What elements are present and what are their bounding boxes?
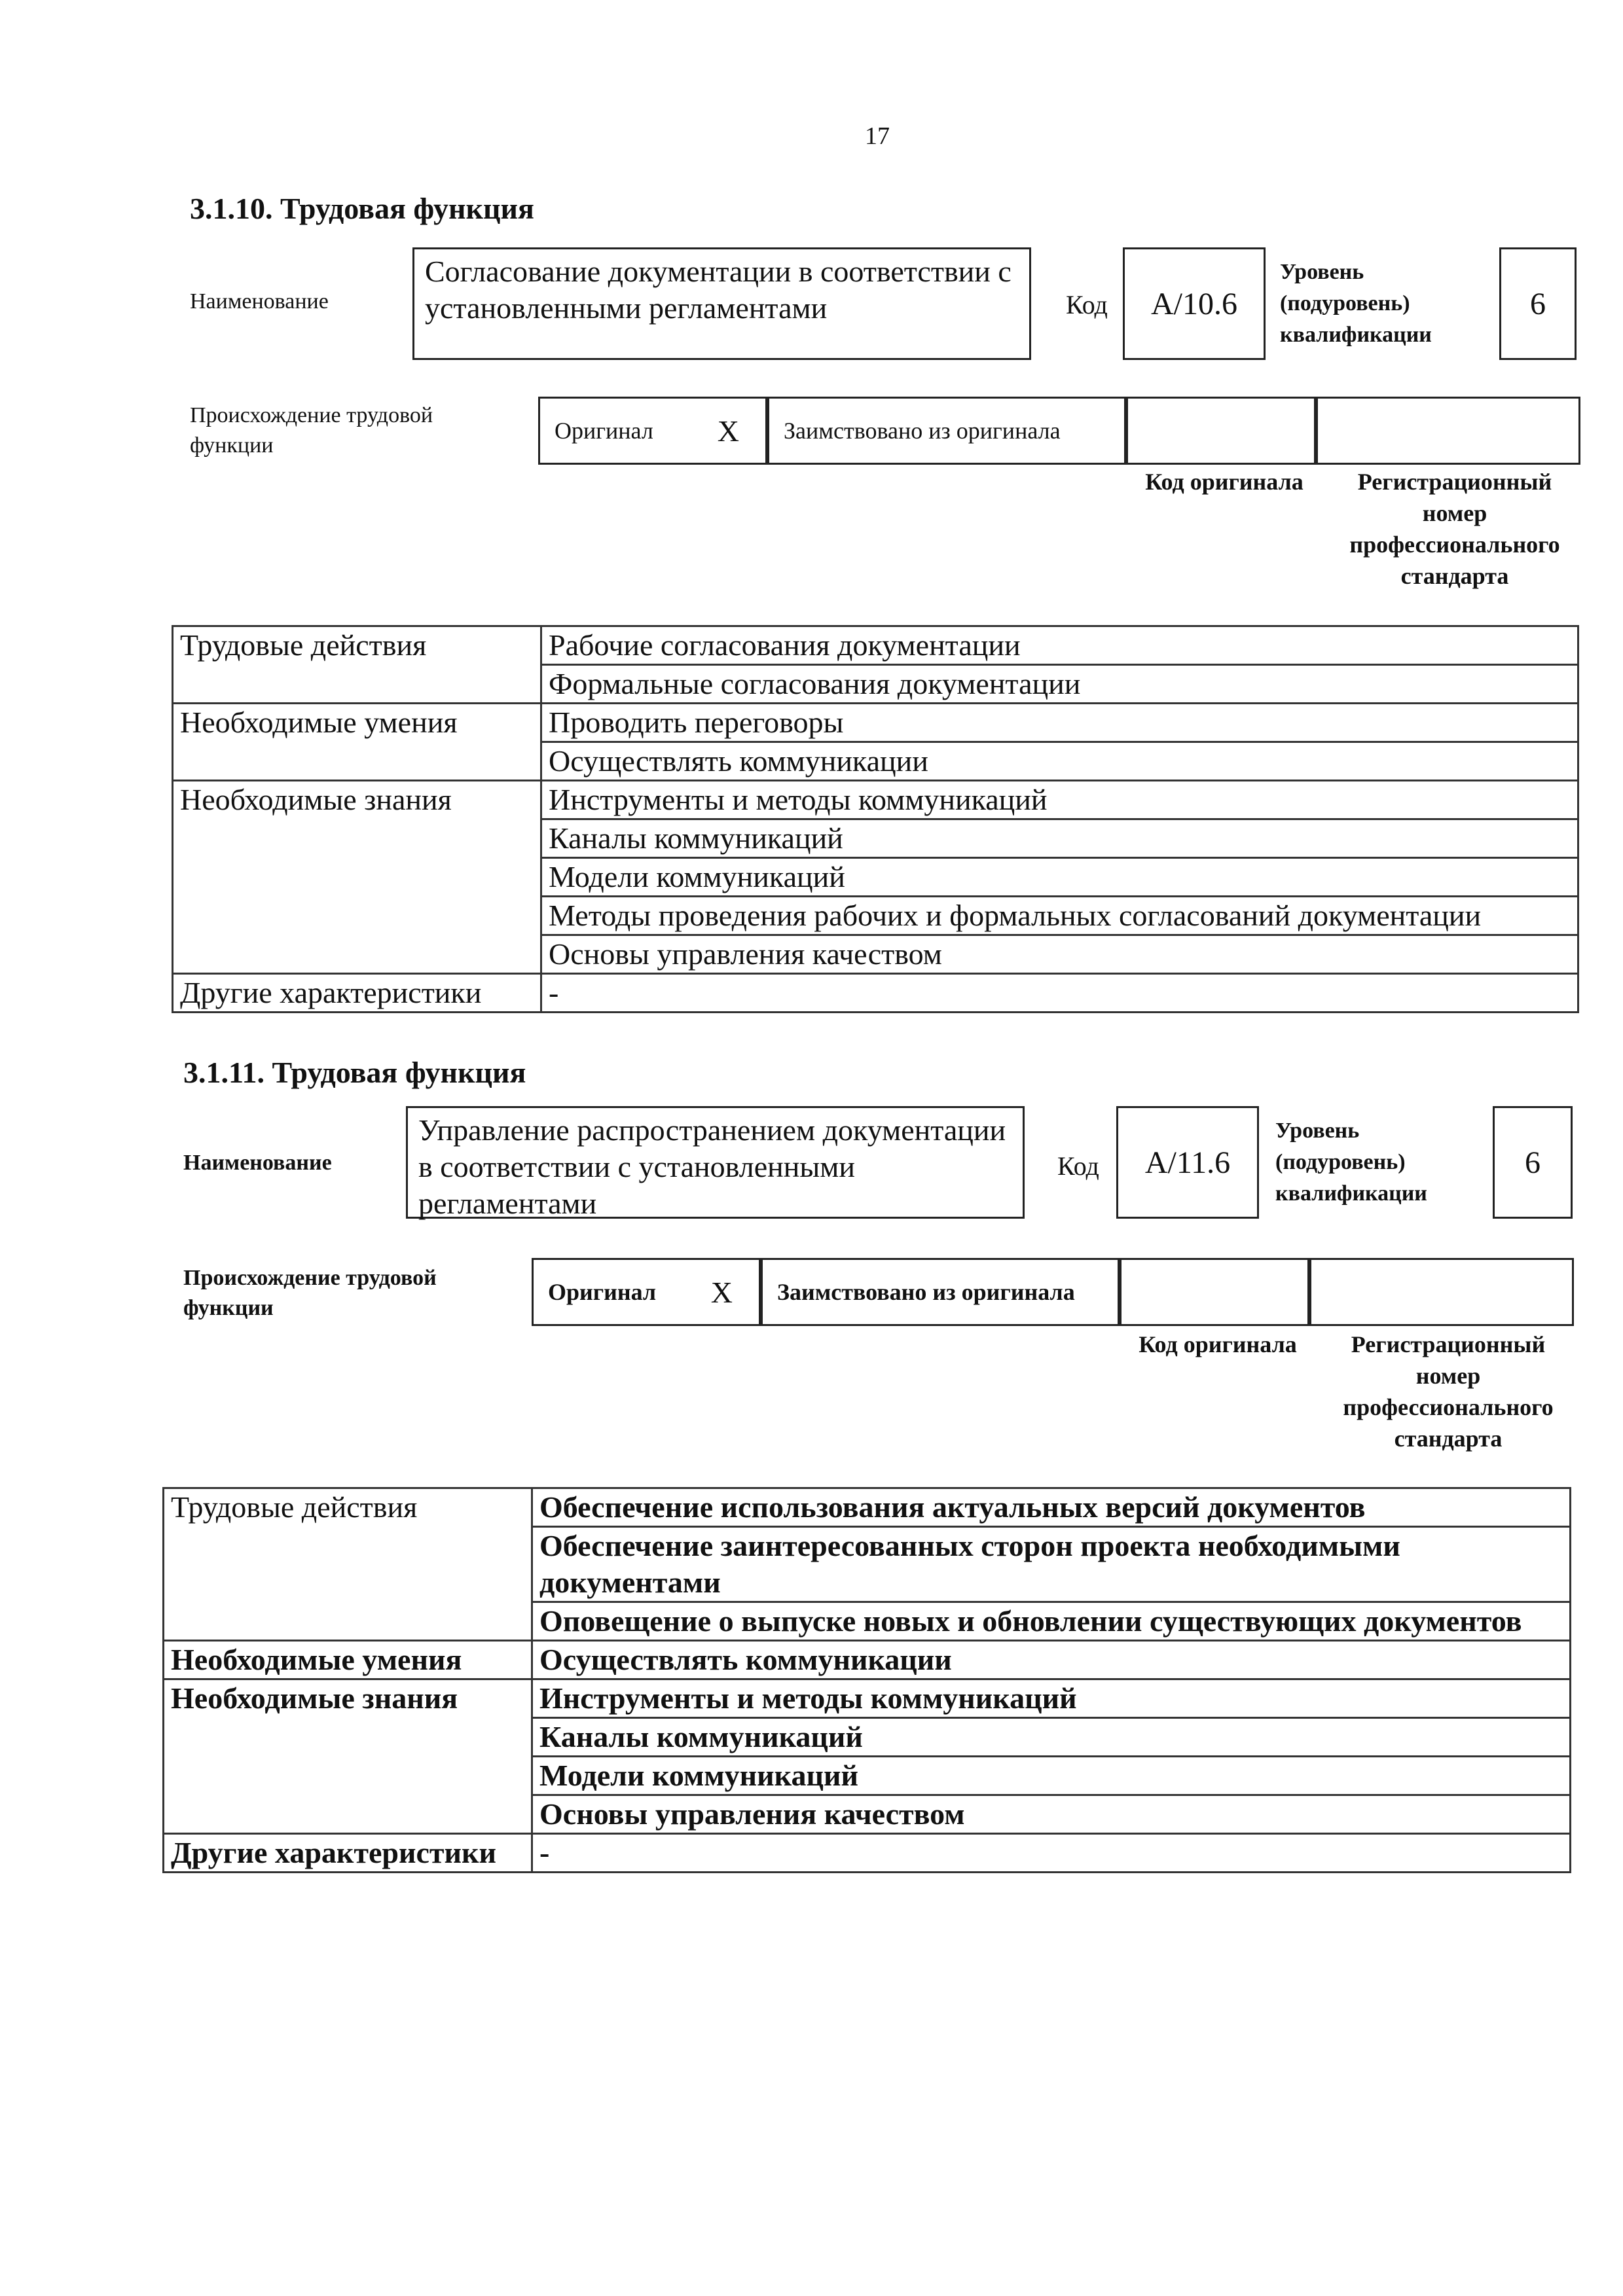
origin-label: Происхождение трудовой функции (183, 1266, 437, 1320)
table-row (173, 974, 1578, 1013)
level-label: Уровень (подуровень) квалификации (1275, 1119, 1427, 1206)
original-code-cell (1126, 397, 1316, 465)
origin-borrowed-cell (761, 1258, 1120, 1326)
origin-mark: X (710, 1275, 733, 1309)
caption-original-code: Код оригинала (1145, 469, 1304, 495)
section-title: 3.1.11. Трудовая функция (183, 1056, 526, 1089)
origin-borrowed-cell (767, 397, 1126, 465)
table-row (164, 1641, 1571, 1679)
table-row (173, 626, 1578, 665)
registration-number-cell (1309, 1258, 1574, 1326)
name-label: Наименование (190, 289, 329, 314)
caption-registration-number: Регистрационный номер профессионального стандарта (1343, 1331, 1554, 1452)
level-box (1493, 1106, 1573, 1219)
origin-original-label: Оригинал (555, 418, 653, 444)
caption-registration-number: Регистрационный номер профессионального стандарта (1349, 469, 1560, 589)
level-value: 6 (1525, 1145, 1541, 1180)
level-value: 6 (1530, 286, 1546, 321)
item-cell: Методы проведения рабочих и формальных согласований документации (541, 897, 1578, 935)
category-cell: Трудовые действия (173, 626, 541, 704)
item-cell: Оповещение о выпуске новых и обновлении существующих документов (532, 1602, 1571, 1641)
item-cell: Осуществлять коммуникации (541, 742, 1578, 781)
category-cell: Необходимые умения (164, 1641, 532, 1679)
item-cell: Основы управления качеством (541, 935, 1578, 974)
level-label: Уровень (подуровень) квалификации (1280, 260, 1432, 347)
origin-label: Происхождение трудовой функции (190, 403, 433, 457)
page-number: 17 (865, 122, 890, 150)
table-row (164, 1679, 1571, 1718)
name-label: Наименование (183, 1151, 332, 1175)
item-cell: Обеспечение заинтересованных сторон проекта необходимыми документами (532, 1527, 1571, 1602)
level-box (1499, 247, 1577, 360)
origin-borrowed-label: Заимствовано из оригинала (777, 1279, 1075, 1305)
category-cell: Другие характеристики (164, 1834, 532, 1873)
caption-original-code: Код оригинала (1139, 1331, 1297, 1357)
origin-original-cell (532, 1258, 761, 1326)
item-cell: - (541, 974, 1578, 1013)
item-cell: Формальные согласования документации (541, 665, 1578, 704)
function-table (172, 625, 1579, 1013)
category-cell: Трудовые действия (164, 1488, 532, 1641)
item-cell: Инструменты и методы коммуникаций (541, 781, 1578, 819)
code-box (1123, 247, 1266, 360)
table-row (173, 781, 1578, 819)
item-cell: Каналы коммуникаций (532, 1718, 1571, 1757)
item-cell: Инструменты и методы коммуникаций (532, 1679, 1571, 1718)
item-cell: Рабочие согласования документации (541, 626, 1578, 665)
origin-mark: X (717, 414, 739, 448)
code-label: Код (1057, 1151, 1099, 1181)
section-title: 3.1.10. Трудовая функция (190, 192, 534, 225)
function-name-value: Согласование документации в соответствии с установленными регламентами (425, 255, 1012, 325)
origin-row (532, 1258, 1574, 1326)
category-cell: Другие характеристики (173, 974, 541, 1013)
origin-row (538, 397, 1580, 465)
code-box (1116, 1106, 1259, 1219)
code-label: Код (1066, 290, 1108, 319)
code-value: А/11.6 (1144, 1145, 1231, 1180)
table-row (164, 1834, 1571, 1873)
item-cell: Проводить переговоры (541, 704, 1578, 742)
category-cell: Необходимые знания (164, 1679, 532, 1834)
item-cell: - (532, 1834, 1571, 1873)
code-value: А/10.6 (1151, 286, 1237, 321)
function-name-box (406, 1106, 1025, 1219)
original-code-cell (1120, 1258, 1309, 1326)
origin-borrowed-label: Заимствовано из оригинала (784, 418, 1061, 444)
item-cell: Обеспечение использования актуальных версий документов (532, 1488, 1571, 1527)
table-row (164, 1488, 1571, 1527)
item-cell: Осуществлять коммуникации (532, 1641, 1571, 1679)
origin-original-cell (538, 397, 767, 465)
category-cell: Необходимые умения (173, 704, 541, 781)
item-cell: Модели коммуникаций (532, 1757, 1571, 1795)
item-cell: Каналы коммуникаций (541, 819, 1578, 858)
function-name-box (412, 247, 1031, 360)
item-cell: Модели коммуникаций (541, 858, 1578, 897)
registration-number-cell (1316, 397, 1580, 465)
table-row (173, 704, 1578, 742)
function-table (162, 1487, 1571, 1873)
function-name-value: Управление распространением документации в соответствии с установленными регламентами (418, 1113, 1006, 1220)
origin-original-label: Оригинал (548, 1279, 657, 1305)
category-cell: Необходимые знания (173, 781, 541, 974)
item-cell: Основы управления качеством (532, 1795, 1571, 1834)
